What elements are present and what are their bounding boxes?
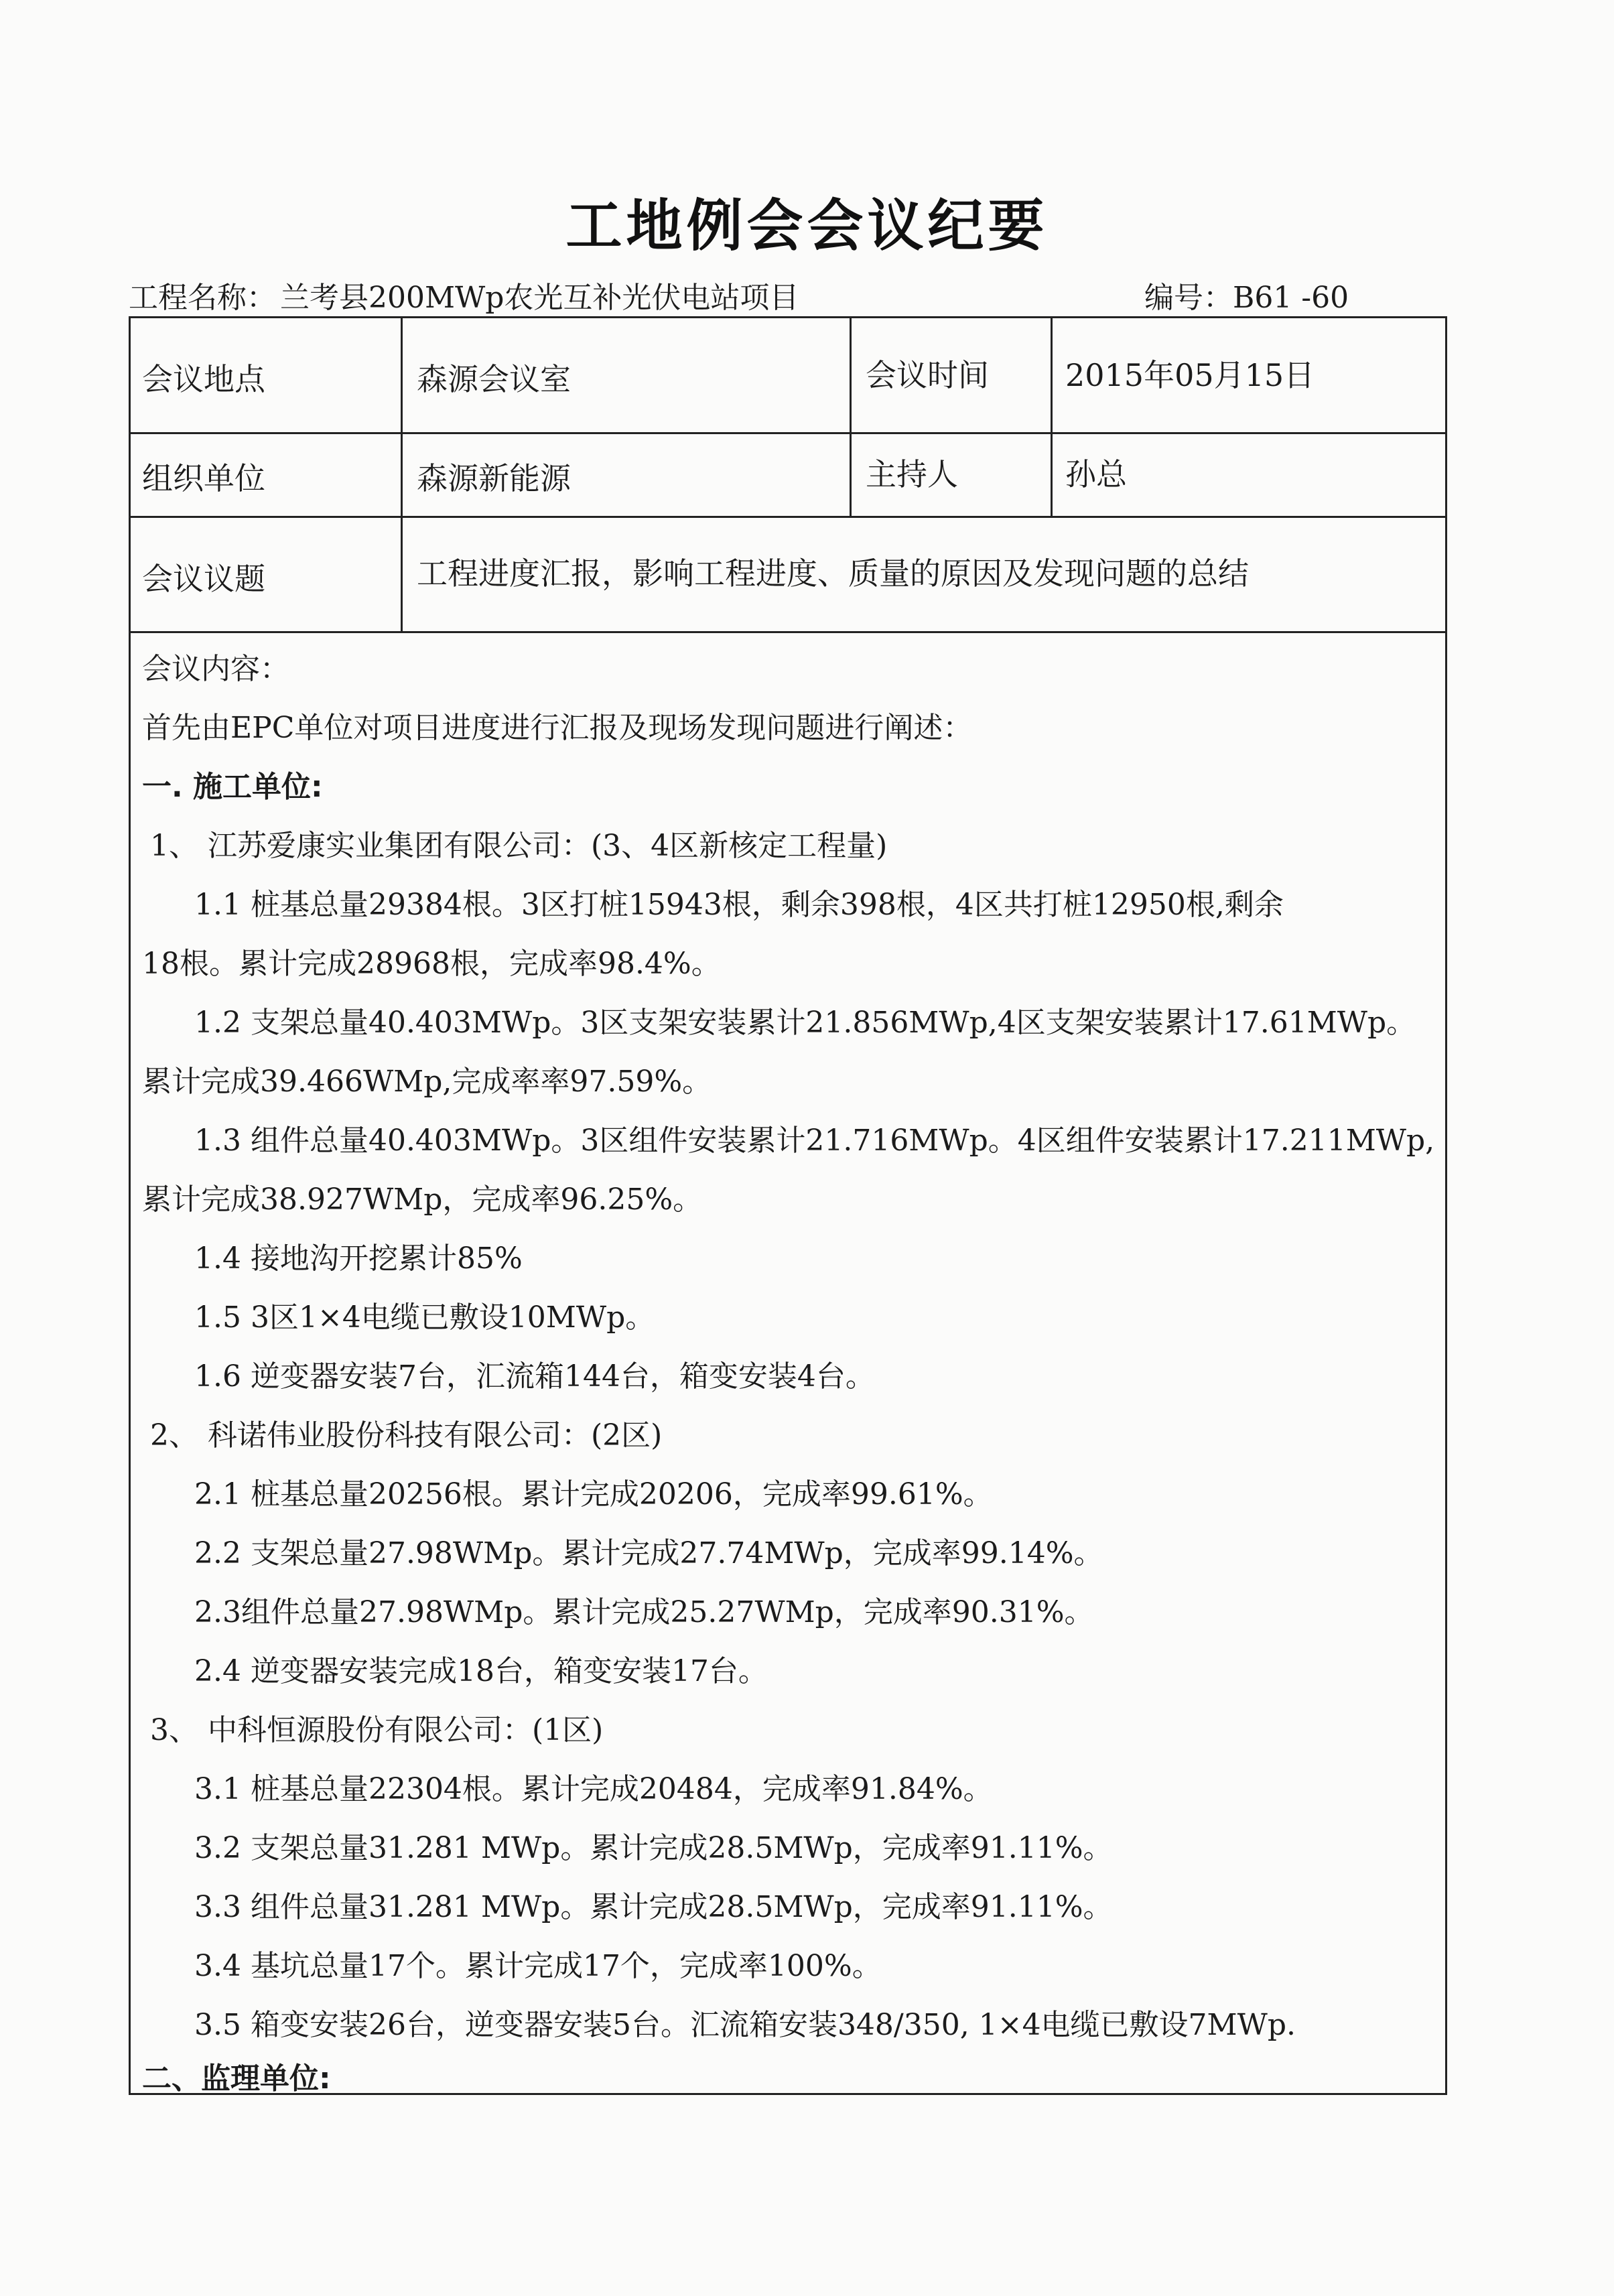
organizer-value: 森源新能源 — [417, 460, 571, 496]
location-value: 森源会议室 — [417, 361, 571, 397]
item-3-4: 3.4 基坑总量17个。累计完成17个，完成率100%。 — [194, 1949, 882, 1983]
column-divider — [1051, 316, 1053, 516]
project-name-value: 兰考县200MWp农光互补光伏电站项目 — [280, 281, 799, 315]
time-value: 2015年05月15日 — [1065, 357, 1315, 393]
host-value: 孙总 — [1065, 456, 1127, 492]
topic-value: 工程进度汇报，影响工程进度、质量的原因及发现问题的总结 — [417, 555, 1249, 592]
item-1-1-line-2: 18根。累计完成28968根，完成率98.4%。 — [142, 947, 721, 981]
company-1-heading: 1、 江苏爱康实业集团有限公司：(3、4区新核定工程量) — [150, 829, 888, 863]
section-construction-units: 一. 施工单位: — [142, 770, 323, 804]
row-divider — [129, 631, 1447, 633]
location-label: 会议地点 — [142, 361, 265, 397]
item-1-6: 1.6 逆变器安装7台，汇流箱144台，箱变安装4台。 — [194, 1359, 875, 1394]
item-1-2-line-2: 累计完成39.466WMp,完成率率97.59%。 — [142, 1065, 712, 1099]
time-label: 会议时间 — [866, 357, 989, 393]
organizer-label: 组织单位 — [142, 460, 265, 496]
document-number — [1144, 273, 1349, 316]
document-number-label: 编号： — [1144, 281, 1233, 315]
host-label: 主持人 — [866, 456, 958, 492]
item-1-1-line-1: 1.1 桩基总量29384根。3区打桩15943根，剩余398根，4区共打桩12950根,剩余 — [194, 888, 1284, 922]
row-divider — [129, 516, 1447, 518]
page-title: 工地例会会议纪要 — [565, 193, 1049, 259]
content-intro: 首先由EPC单位对项目进度进行汇报及现场发现问题进行阐述： — [142, 711, 973, 745]
item-1-2-line-1: 1.2 支架总量40.403MWp。3区支架安装累计21.856MWp,4区支架安装累计17.61MWp。 — [194, 1006, 1416, 1040]
item-3-5: 3.5 箱变安装26台，逆变器安装5台。汇流箱安装348/350, 1×4电缆已敷设7MWp. — [194, 2008, 1296, 2042]
topic-label: 会议议题 — [142, 561, 265, 597]
document-number-value: B61 -60 — [1233, 281, 1349, 315]
item-3-2: 3.2 支架总量31.281 MWp。累计完成28.5MWp，完成率91.11%。 — [194, 1831, 1113, 1865]
project-name-line — [129, 273, 799, 316]
company-3-heading: 3、 中科恒源股份有限公司：(1区) — [150, 1713, 604, 1747]
item-1-5: 1.5 3区1×4电缆已敷设10MWp。 — [194, 1300, 655, 1335]
project-name-label: 工程名称： — [129, 281, 276, 315]
item-1-3-line-1: 1.3 组件总量40.403MWp。3区组件安装累计21.716MWp。4区组件安装累计17.211MWp, — [194, 1124, 1435, 1158]
company-2-heading: 2、 科诺伟业股份科技有限公司：(2区) — [150, 1418, 663, 1453]
column-divider — [850, 316, 852, 516]
item-1-3-line-2: 累计完成38.927WMp，完成率96.25%。 — [142, 1183, 703, 1217]
content-heading: 会议内容： — [142, 652, 289, 686]
column-divider — [401, 316, 403, 631]
item-2-1: 2.1 桩基总量20256根。累计完成20206，完成率99.61%。 — [194, 1477, 993, 1511]
row-divider — [129, 432, 1447, 434]
item-2-2: 2.2 支架总量27.98WMp。累计完成27.74MWp，完成率99.14%。 — [194, 1536, 1103, 1570]
item-3-3: 3.3 组件总量31.281 MWp。累计完成28.5MWp，完成率91.11%。 — [194, 1890, 1113, 1924]
item-2-4: 2.4 逆变器安装完成18台，箱变安装17台。 — [194, 1654, 768, 1688]
item-3-1: 3.1 桩基总量22304根。累计完成20484，完成率91.84%。 — [194, 1772, 993, 1806]
item-1-4: 1.4 接地沟开挖累计85% — [194, 1241, 523, 1276]
item-2-3: 2.3组件总量27.98WMp。累计完成25.27WMp，完成率90.31%。 — [194, 1595, 1094, 1629]
section-supervision-unit: 二、监理单位: — [142, 2062, 331, 2096]
